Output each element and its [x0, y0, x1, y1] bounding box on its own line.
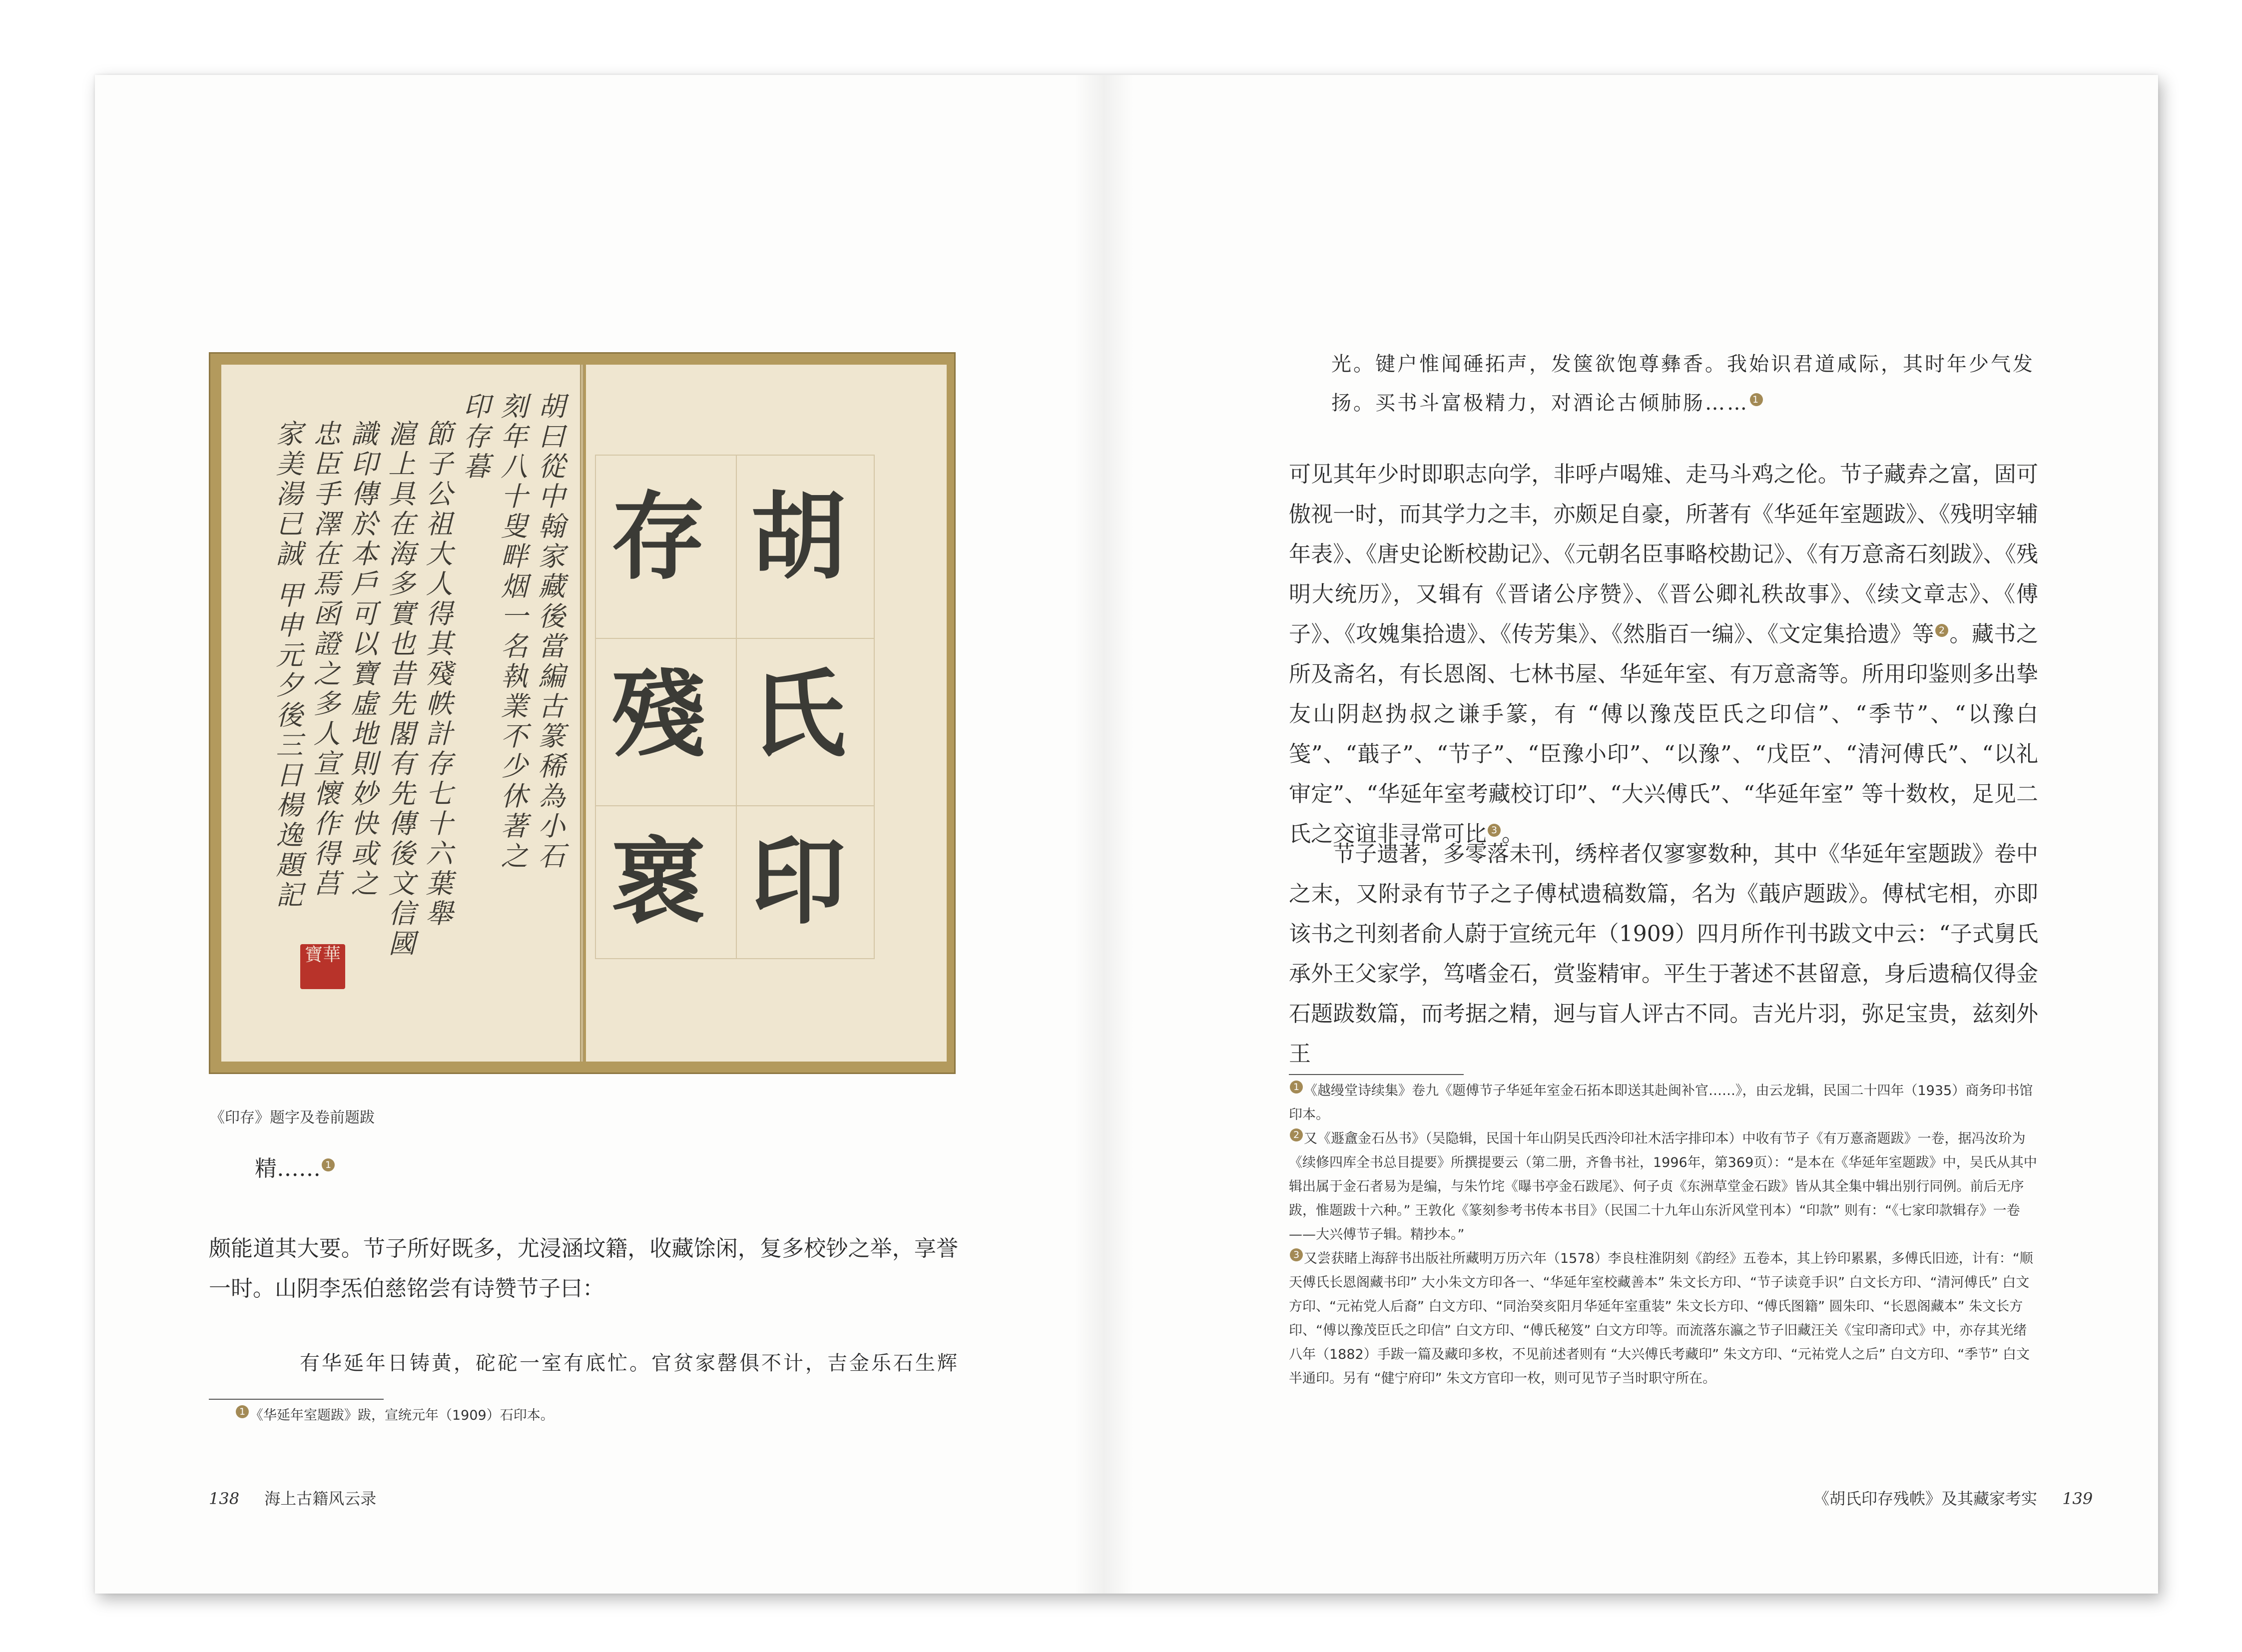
- footnote-marker: 1: [322, 1158, 335, 1171]
- footnote-marker: 3: [1488, 824, 1501, 837]
- footnote-rule: [1289, 1074, 1464, 1075]
- footnote-marker: 2: [1935, 624, 1948, 637]
- folio-left: [209, 1486, 376, 1509]
- title-char: 氏: [751, 658, 846, 770]
- paragraph: 可见其年少时即职志向学，非呼卢喝雉、走马斗鸡之伦。节子藏弆之富，固可傲视一时，而其学力之丰，亦颇足自豪，所著有《华延年室题跋》、《残明宰辅年表》、《唐史论断校勘记》、《元朝名臣事略校勘记》、《有万意斋石刻跋》、《残明大统历》，又辑有《晋诸公序赞》、《晋公卿礼秩故事》、《续文章志》、《傅子》、《攻媿集拾遗》、《传芳集》、《然脂百一编》、《文定集拾遗》等 2 。藏书之所及斋名，有长恩阁、七林书屋、华延年室、有万意斋等。所用印鉴则多出挚友山阴赵㧑叔之谦手篆，有 “傅以豫茂臣氏之印信”、“季节”、“以豫白笺”、“蕺子”、“节子”、“臣豫小印”、“以豫”、“戊臣”、“清河傅氏”、“以礼审定”、“华延年室考藏校订印”、“大兴傅氏”、“华延年室” 等十数枚，足见二氏之交谊非寻常可比 3 。: [1289, 462, 2039, 847]
- page-number: 139: [2062, 1489, 2093, 1508]
- title-char: 胡: [751, 481, 846, 592]
- footnote-marker: 1: [1290, 1081, 1303, 1094]
- running-head: 海上古籍风云录: [264, 1489, 377, 1508]
- footnote-item: 1 《华延年室题跋》跋，宣统元年（1909）石印本。: [235, 1404, 954, 1428]
- inscription-column: 節子公祖大人得其殘帙計存七十六葉舉: [422, 420, 453, 929]
- footnote-marker: 1: [236, 1405, 249, 1418]
- page-number: 138: [209, 1489, 240, 1508]
- footnotes: [1289, 1079, 2038, 1391]
- footnote-item: 3 又尝获睹上海辞书出版社所藏明万历六年（1578）李良柱淮阴刻《韵经》五卷本，其上钤印累累，多傅氏旧迹，计有：“顺天傅氏长恩阁藏书印” 大小朱文方印各一、“华延年室校藏善本” 朱文长方印、“节子读竟手识” 白文长方印、“清河傅氏” 白文方印、“元祐党人后裔” 白文方印、“同治癸亥阳月华延年室重装” 朱文长方印、“傅氏图籍” 圆朱印、“长恩阁藏本” 朱文长方印、“傅以豫茂臣氏之印信” 白文方印、“傅氏秘笈” 白文方印等。而流落东瀛之节子旧藏汪关《宝印斋印式》中，亦存其光绪八年（1882）手跋一篇及藏印多枚，不见前述者则有 “大兴傅氏考藏印” 朱文方印、“元祐党人之后” 白文方印、“季节” 白文半通印。另有 “健宁府印” 朱文方官印一枚，则可见节子当时职守所在。: [1289, 1249, 2033, 1386]
- inscription-column: 識印傳於本戶可以寶虛地則妙快或之: [347, 420, 378, 899]
- verse-tail: 精…… 1: [255, 1149, 954, 1189]
- paragraph: 颇能道其大要。节子所好既多，尤浸涵坟籍，收藏馀闲，复多校钞之举，享誉一时。山阴李炁伯慈铭尝有诗赞节子曰：: [209, 1236, 958, 1301]
- footnote-item: 2 又《遯盦金石丛书》（吴隐辑，民国十年山阴吴氏西泠印社木活字排印本）中收有节子《有万憙斋题跋》一卷，据冯汝玠为《续修四库全书总目提要》所撰提要云（第二册，齐鲁书社，1996年，第369页）：“是本在《华延年室题跋》中，吴氏从其中辑出属于金石者易为是编，与朱竹垞《曝书亭金石跋尾》、何子贞《东洲草堂金石跋》皆从其全集中辑出别行同例。前后无序跋，惟题跋十六种。” 王敦化《篆刻参考书传本书目》（民国二十九年山东沂风堂刊本）“印款” 则有：“《七家印款辑存》一卷——大兴傅节子辑。精抄本。”: [1289, 1129, 2037, 1242]
- running-head: 《胡氏印存残帙》及其藏家考实: [1813, 1489, 2038, 1508]
- artwork-left-leaf: [221, 365, 582, 1062]
- red-seal: 寶華: [300, 944, 345, 989]
- folio-right: [1813, 1486, 2093, 1509]
- artwork-plate: [209, 352, 956, 1074]
- footnote-item: 1 《越缦堂诗续集》卷九《题傅节子华延年室金石拓本即送其赴闽补官……》，由云龙辑，民国二十四年（1935）商务印书馆印本。: [1289, 1082, 2033, 1122]
- footnotes: [235, 1404, 954, 1428]
- inscription-column: 胡曰從中翰家藏後當編古篆稀為小石: [534, 392, 565, 872]
- title-char: 殘: [611, 658, 706, 770]
- footnote-marker: 1: [1750, 393, 1763, 406]
- inscription-column: 家美湯已誠 甲申元夕後三日楊逸題記: [272, 420, 303, 911]
- inscription-column: 印存暮: [459, 392, 491, 482]
- footnote-marker: 3: [1290, 1248, 1303, 1261]
- title-char: 存: [611, 481, 706, 592]
- inscription-column: 滬上具在海多實也昔先閣有先傳後文信國: [384, 420, 416, 959]
- footnote-marker: 2: [1290, 1128, 1303, 1141]
- inscription-column: 忠臣手澤在焉函證之多人宣懷作得莒: [309, 420, 341, 899]
- inscription-column: 刻年八十叟畔烟一名執業不少休著之: [497, 392, 528, 872]
- paragraph: 节子遗著，多零落未刊，绣梓者仅寥寥数种，其中《华延年室题跋》卷中之末，又附录有节子之子傅栻遗稿数篇，名为《蕺庐题跋》。傅栻宅相，亦即该书之刊刻者俞人蔚于宣统元年（1909）四月所作刊书跋文中云：“子式舅氏承外王父家学，笃嗜金石，赏鉴精审。平生于著述不甚留意，身后遗稿仅得金石题跋数篇，而考据之精，迥与盲人评古不同。吉光片羽，弥足宝贵，兹刻外王: [1289, 841, 2038, 1067]
- figure-caption: 《印存》题字及卷前题跋: [210, 1109, 375, 1126]
- artwork-fold: [580, 365, 584, 1062]
- artwork-right-leaf: [586, 365, 947, 1062]
- footnote-rule: [209, 1399, 384, 1400]
- poem-line: 扬。买书斗富极精力，对酒论古倾肺肠…… 1: [1331, 384, 2056, 423]
- poem-line: 有华延年日铸黄，砣砣一室有底忙。官贫家罄俱不计，吉金乐石生辉: [300, 1352, 959, 1375]
- poem-block: [1331, 345, 2056, 423]
- title-char: 褱: [611, 826, 706, 937]
- book-gutter: [1074, 75, 1134, 1594]
- title-char: 印: [751, 826, 846, 937]
- poem-line: 光。键户惟闻硾拓声，发箧欲饱尊彝香。我始识君道咸际，其时年少气发: [1331, 353, 2035, 376]
